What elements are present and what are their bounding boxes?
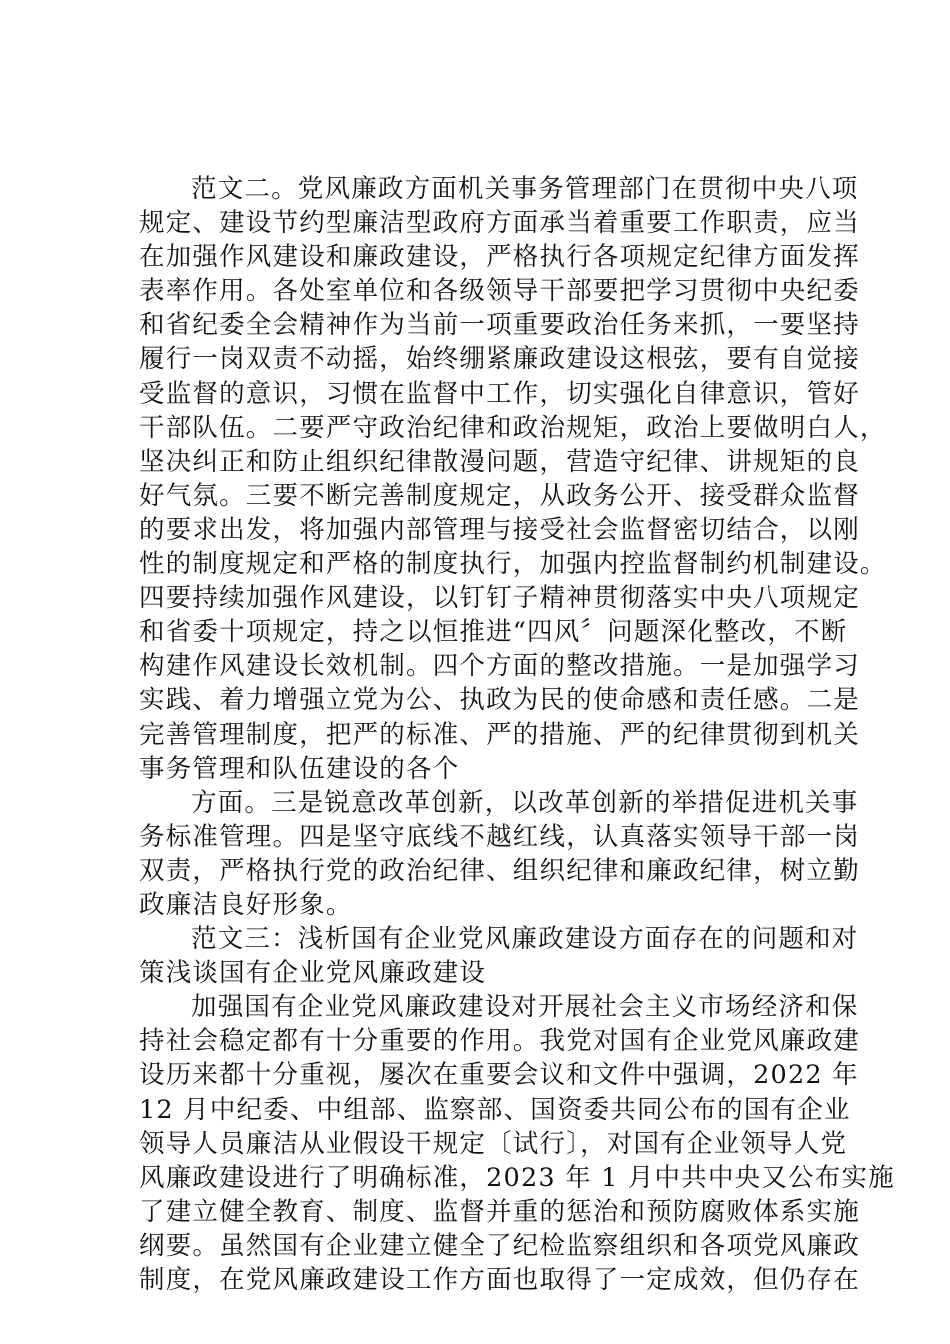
text-line: 构建作风建设长效机制。四个方面的整改措施。一是加强学习 xyxy=(139,651,860,682)
text-line: 范文二。党风廉政方面机关事务管理部门在贯彻中央八项 xyxy=(191,174,859,204)
text-line: 务标准管理。四是坚守底线不越红线，认真落实领导干部一岗 xyxy=(139,821,860,852)
text-line: 策浅谈国有企业党风廉政建设 xyxy=(139,958,487,989)
text-line: 了建立健全教育、制度、监督并重的惩治和预防腐败体系实施 xyxy=(139,1196,860,1227)
text-line: 方面。三是锐意改革创新，以改革创新的举措促进机关事 xyxy=(191,787,859,818)
text-line: 持社会稳定都有十分重要的作用。我党对国有企业党风廉政建 xyxy=(139,1026,860,1057)
text-line: 双责，严格执行党的政治纪律、组织纪律和廉政纪律，树立勤 xyxy=(139,855,860,886)
text-line: 坚决纠正和防止组织纪律散漫问题，营造守纪律、讲规矩的良 xyxy=(139,446,860,477)
text-line: 实践、着力增强立党为公、执政为民的使命感和责任感。二是 xyxy=(139,685,860,716)
text-line: 和省纪委全会精神作为当前一项重要政治任务来抓，一要坚持 xyxy=(139,310,860,341)
text-line: 完善管理制度，把严的标准、严的措施、严的纪律贯彻到机关 xyxy=(139,719,860,750)
text-line: 受监督的意识，习惯在监督中工作，切实强化自律意识，管好 xyxy=(139,378,860,409)
text-line: 12 月中纪委、中组部、监察部、国资委共同公布的国有企业 xyxy=(139,1094,851,1125)
text-line: 四要持续加强作风建设，以钉钉子精神贯彻落实中央八项规定 xyxy=(139,583,860,614)
text-line: 领导人员廉洁从业假设干规定〔试行〕，对国有企业领导人党 xyxy=(139,1128,848,1159)
text-line: 纲要。虽然国有企业建立健全了纪检监察组织和各项党风廉政 xyxy=(139,1230,860,1261)
text-line: 制度，在党风廉政建设工作方面也取得了一定成效，但仍存在 xyxy=(139,1265,860,1295)
text-line: 的要求出发，将加强内部管理与接受社会监督密切结合，以刚 xyxy=(139,514,860,545)
text-line: 规定、建设节约型廉洁型政府方面承当着重要工作职责，应当 xyxy=(139,208,860,239)
text-line: 履行一岗双责不动摇，始终绷紧廉政建设这根弦，要有自觉接 xyxy=(139,344,860,375)
text-line: 在加强作风建设和廉政建设，严格执行各项规定纪律方面发挥 xyxy=(139,242,860,273)
text-line: 政廉洁良好形象。 xyxy=(139,889,353,920)
text-line: 干部队伍。二要严守政治纪律和政治规矩，政治上要做明白人， xyxy=(139,412,887,443)
text-line: 加强国有企业党风廉政建设对开展社会主义市场经济和保 xyxy=(191,992,859,1023)
text-line: 好气氛。三要不断完善制度规定，从政务公开、接受群众监督 xyxy=(139,480,860,511)
text-line: 范文三：浅析国有企业党风廉政建设方面存在的问题和对 xyxy=(191,924,859,955)
text-line: 表率作用。各处室单位和各级领导干部要把学习贯彻中央纪委 xyxy=(139,276,860,307)
text-line: 性的制度规定和严格的制度执行，加强内控监督制约机制建设。 xyxy=(139,549,887,580)
text-line: 和省委十项规定，持之以恒推进“四风〞问题深化整改，不断 xyxy=(139,617,848,648)
text-line: 风廉政建设进行了明确标准，2023 年 1 月中共中央又公布实施 xyxy=(139,1162,895,1193)
text-line: 设历来都十分重视，屡次在重要会议和文件中强调，2022 年 xyxy=(139,1060,859,1091)
text-line: 事务管理和队伍建设的各个 xyxy=(139,753,460,784)
document-body xyxy=(139,172,895,1297)
